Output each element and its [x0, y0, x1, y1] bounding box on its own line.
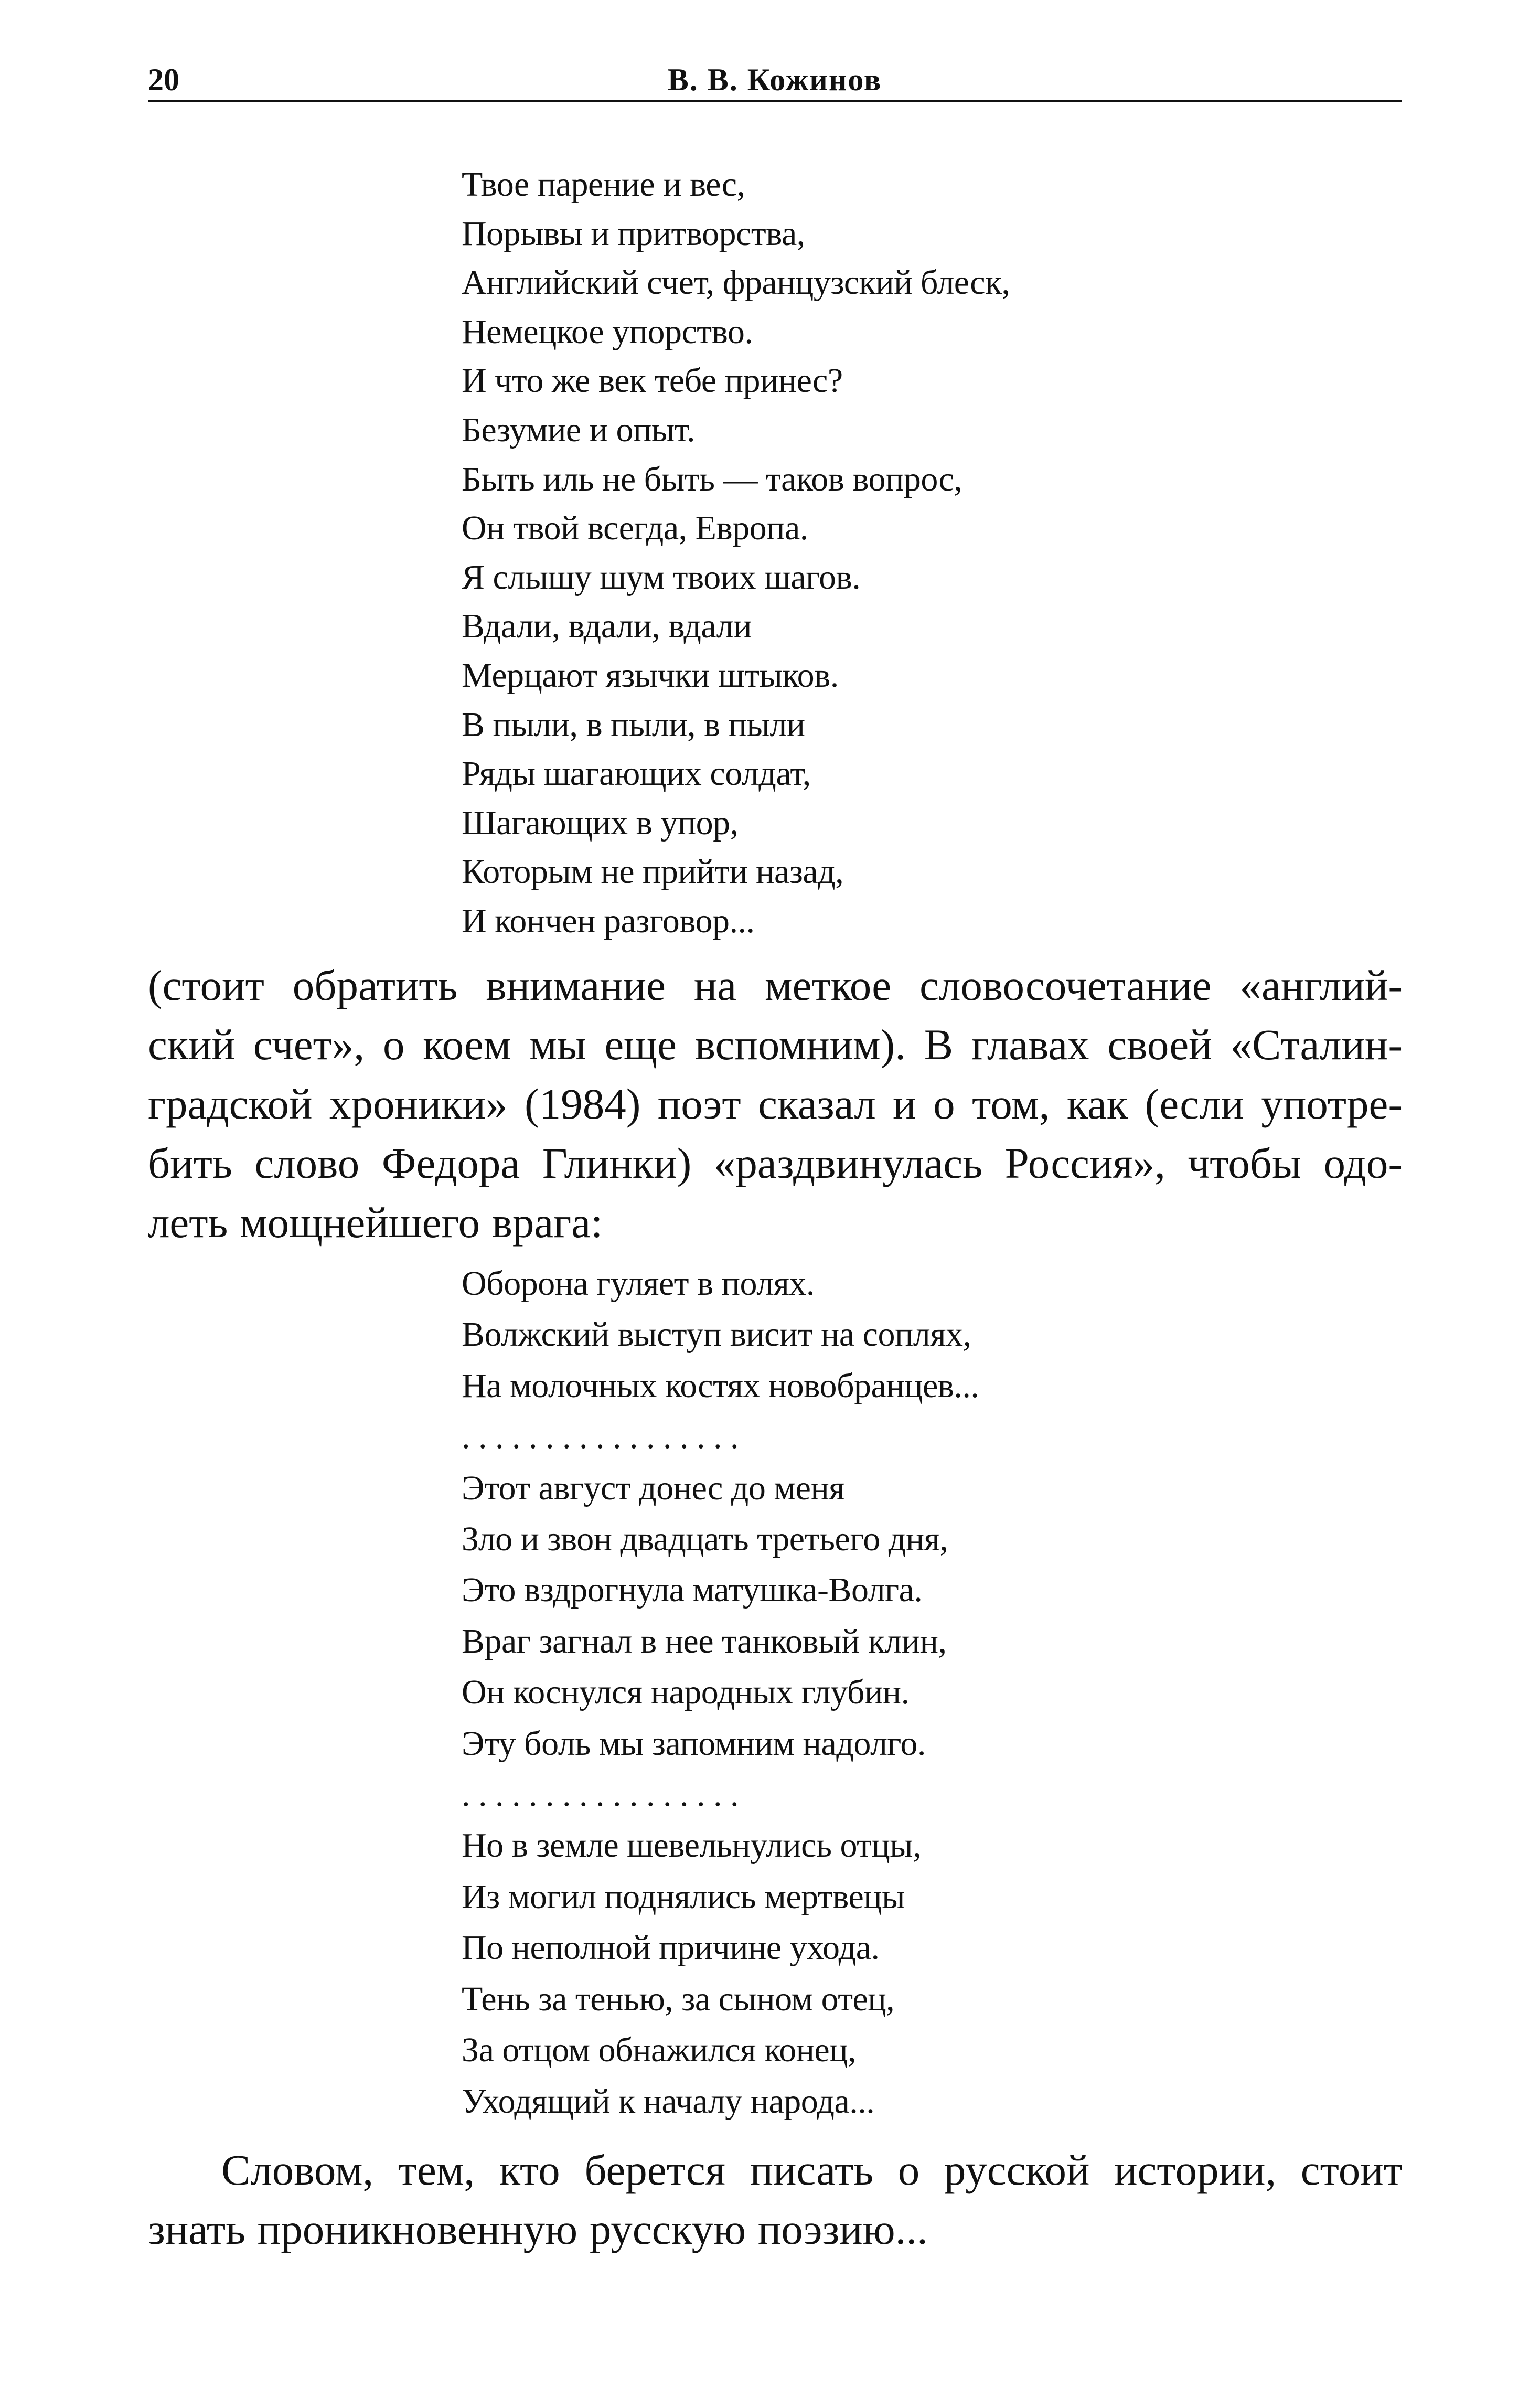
poem-line: Английский счет, французский блеск,	[462, 263, 1010, 302]
omission-dots: . . . . . . . . . . . . . . . . .	[462, 1775, 739, 1814]
body-paragraph	[148, 956, 1403, 1252]
page-number: 20	[148, 62, 179, 97]
poem-line: За отцом обнажился конец,	[462, 2031, 857, 2070]
running-title: В. В. Кожинов	[667, 62, 882, 97]
paragraph-line: Словом, тем, кто берется писать о русской истории, стоит	[221, 2146, 1403, 2194]
poem-line: Этот август донес до меня	[462, 1468, 845, 1507]
poem-line: Безумие и опыт.	[462, 410, 696, 449]
poem-line: И кончен разговор...	[462, 901, 755, 940]
poem-line: Но в земле шевельнулись отцы,	[462, 1826, 922, 1865]
poem-line: Которым не прийти назад,	[462, 853, 844, 891]
closing-paragraph	[148, 2140, 1403, 2259]
poem-stalingrad-chronicle	[462, 1258, 979, 2127]
poem-line: Оборона гуляет в полях.	[462, 1264, 815, 1303]
poem-line: Враг загнал в нее танковый клин,	[462, 1622, 947, 1660]
paragraph-line: (стоит обратить внимание на меткое словосочетание «англий-	[148, 961, 1403, 1009]
poem-line: Он твой всегда, Европа.	[462, 509, 808, 548]
poem-line: Уходящий к началу народа...	[462, 2082, 875, 2121]
paragraph-line: ский счет», о коем мы еще вспомним). В главах своей «Сталин-	[148, 1020, 1403, 1069]
poem-line: Немецкое упорство.	[462, 312, 753, 351]
poem-line: Порывы и притворства,	[462, 214, 805, 253]
running-header	[148, 58, 1402, 102]
poem-line: Мерцают язычки штыков.	[462, 656, 839, 695]
poem-europe	[462, 160, 1010, 946]
poem-line: Быть иль не быть — таков вопрос,	[462, 460, 962, 498]
poem-line: Твое парение и вес,	[462, 165, 745, 204]
poem-line: Эту боль мы запомним надолго.	[462, 1724, 926, 1763]
poem-line: Я слышу шум твоих шагов.	[462, 558, 861, 597]
omission-dots: . . . . . . . . . . . . . . . . .	[462, 1418, 739, 1456]
poem-line: Шагающих в упор,	[462, 803, 739, 842]
poem-line: Вдали, вдали, вдали	[462, 607, 752, 646]
paragraph-line: знать проникновенную русскую поэзию...	[148, 2205, 928, 2253]
poem-line: Зло и звон двадцать третьего дня,	[462, 1520, 948, 1559]
paragraph-line: леть мощнейшего врага:	[148, 1198, 603, 1247]
poem-line: Ряды шагающих солдат,	[462, 754, 811, 793]
poem-line: Тень за тенью, за сыном отец,	[462, 1979, 895, 2018]
poem-line: По неполной причине ухода.	[462, 1929, 880, 1967]
paragraph-line: бить слово Федора Глинки) «раздвинулась Россия», чтобы одо-	[148, 1139, 1403, 1187]
poem-line: В пыли, в пыли, в пыли	[462, 705, 805, 744]
paragraph-line: градской хроники» (1984) поэт сказал и о том, как (если употре-	[148, 1080, 1403, 1128]
header-rule	[148, 100, 1402, 102]
poem-line: Из могил поднялись мертвецы	[462, 1877, 905, 1916]
poem-line: Волжский выступ висит на соплях,	[462, 1315, 971, 1354]
poem-line: На молочных костях новобранцев...	[462, 1366, 979, 1405]
poem-line: Это вздрогнула матушка-Волга.	[462, 1571, 923, 1610]
poem-line: И что же век тебе принес?	[462, 361, 843, 400]
poem-line: Он коснулся народных глубин.	[462, 1673, 910, 1712]
